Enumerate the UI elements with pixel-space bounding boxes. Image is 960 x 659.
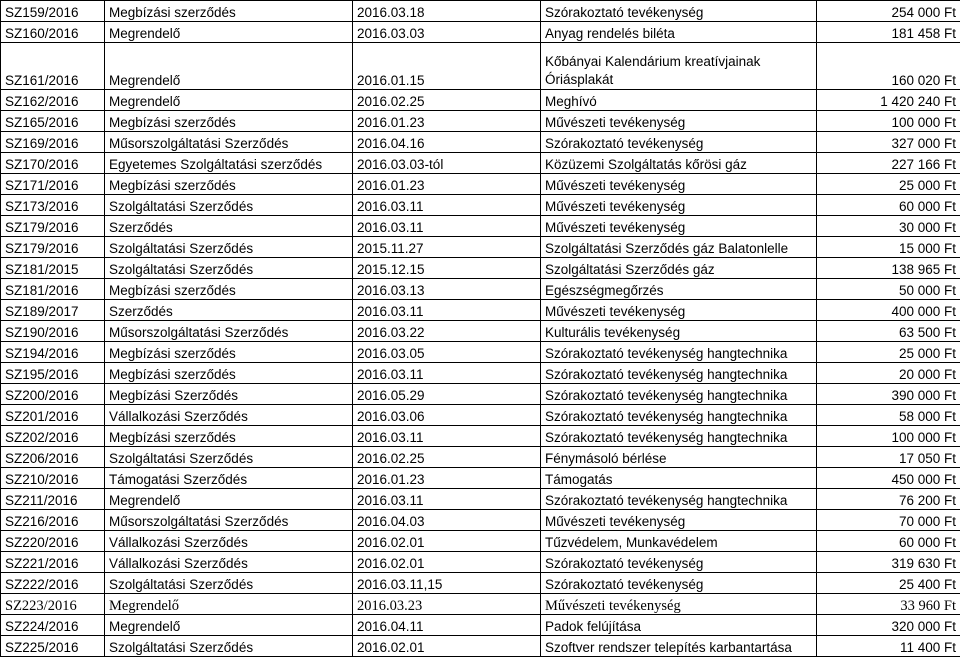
table-row (1, 300, 960, 321)
contract-date-cell: 2016.02.01 (353, 531, 541, 552)
contract-id-cell: SZ224/2016 (1, 615, 105, 636)
contract-date-cell: 2016.03.11 (353, 216, 541, 237)
amount-cell: 58 000 Ft (817, 405, 960, 426)
contract-type-cell: Megrendelő (105, 43, 353, 90)
contract-type-cell: Megbízási szerződés (105, 1, 353, 22)
table-row (1, 531, 960, 552)
contract-date-cell: 2016.04.16 (353, 132, 541, 153)
contract-type-cell: Szerződés (105, 216, 353, 237)
contract-type-cell: Műsorszolgáltatási Szerződés (105, 510, 353, 531)
amount-cell: 15 000 Ft (817, 237, 960, 258)
contract-type-cell: Szolgáltatási Szerződés (105, 573, 353, 594)
contract-type-cell: Megbízási szerződés (105, 426, 353, 447)
contract-date-cell: 2016.03.18 (353, 1, 541, 22)
table-row (1, 615, 960, 636)
service-description-cell: Anyag rendelés biléta (541, 22, 817, 43)
table-row (1, 321, 960, 342)
service-description-cell: Szórakoztató tevékenység (541, 1, 817, 22)
contract-id-cell: SZ221/2016 (1, 552, 105, 573)
service-description-cell: Szolgáltatási Szerződés gáz (541, 258, 817, 279)
amount-cell: 327 000 Ft (817, 132, 960, 153)
contract-date-cell: 2016.05.29 (353, 384, 541, 405)
amount-cell: 138 965 Ft (817, 258, 960, 279)
contract-id-cell: SZ171/2016 (1, 174, 105, 195)
contract-date-cell: 2016.02.25 (353, 90, 541, 111)
contract-type-cell: Megbízási szerződés (105, 342, 353, 363)
amount-cell: 1 420 240 Ft (817, 90, 960, 111)
contract-type-cell: Szolgáltatási Szerződés (105, 636, 353, 657)
table-row (1, 489, 960, 510)
amount-cell: 390 000 Ft (817, 384, 960, 405)
table-row (1, 43, 960, 90)
service-description-cell: Szórakoztató tevékenység hangtechnika (541, 489, 817, 510)
service-description-cell: Szórakoztató tevékenység (541, 573, 817, 594)
table-row (1, 468, 960, 489)
amount-cell: 63 500 Ft (817, 321, 960, 342)
service-description-cell: Szórakoztató tevékenység (541, 132, 817, 153)
contract-id-cell: SZ194/2016 (1, 342, 105, 363)
amount-cell: 319 630 Ft (817, 552, 960, 573)
table-row (1, 22, 960, 43)
contract-date-cell: 2016.01.23 (353, 174, 541, 195)
contract-date-cell: 2016.03.13 (353, 279, 541, 300)
contract-type-cell: Egyetemes Szolgáltatási szerződés (105, 153, 353, 174)
table-row (1, 510, 960, 531)
amount-cell: 227 166 Ft (817, 153, 960, 174)
contract-date-cell: 2016.03.03-tól (353, 153, 541, 174)
table-row (1, 279, 960, 300)
contract-date-cell: 2016.03.03 (353, 22, 541, 43)
contract-type-cell: Szolgáltatási Szerződés (105, 447, 353, 468)
service-description-cell: Művészeti tevékenység (541, 174, 817, 195)
contract-type-cell: Megbízási szerződés (105, 363, 353, 384)
amount-cell: 70 000 Ft (817, 510, 960, 531)
contract-id-cell: SZ190/2016 (1, 321, 105, 342)
service-description-cell: Művészeti tevékenység (541, 111, 817, 132)
table-row (1, 1, 960, 22)
amount-cell: 254 000 Ft (817, 1, 960, 22)
service-description-cell: Művészeti tevékenység (541, 216, 817, 237)
service-description-cell: Szórakoztató tevékenység hangtechnika (541, 363, 817, 384)
contract-id-cell: SZ162/2016 (1, 90, 105, 111)
service-description-cell: Művészeti tevékenység (541, 594, 817, 615)
amount-cell: 25 400 Ft (817, 573, 960, 594)
contracts-table-body (1, 1, 960, 657)
table-row (1, 90, 960, 111)
service-description-cell: Egészségmegőrzés (541, 279, 817, 300)
contract-date-cell: 2016.02.01 (353, 552, 541, 573)
amount-cell: 60 000 Ft (817, 195, 960, 216)
contract-id-cell: SZ165/2016 (1, 111, 105, 132)
contract-type-cell: Műsorszolgáltatási Szerződés (105, 321, 353, 342)
contract-id-cell: SZ202/2016 (1, 426, 105, 447)
contract-id-cell: SZ159/2016 (1, 1, 105, 22)
contract-id-cell: SZ201/2016 (1, 405, 105, 426)
contract-date-cell: 2016.03.05 (353, 342, 541, 363)
service-description-cell: Művészeti tevékenység (541, 510, 817, 531)
contract-date-cell: 2016.04.11 (353, 615, 541, 636)
contract-id-cell: SZ189/2017 (1, 300, 105, 321)
amount-cell: 160 020 Ft (817, 43, 960, 90)
service-description-cell: Szórakoztató tevékenység hangtechnika (541, 342, 817, 363)
table-row (1, 573, 960, 594)
contract-id-cell: SZ181/2015 (1, 258, 105, 279)
contract-id-cell: SZ210/2016 (1, 468, 105, 489)
contract-date-cell: 2016.02.25 (353, 447, 541, 468)
contract-id-cell: SZ161/2016 (1, 43, 105, 90)
contract-date-cell: 2016.03.23 (353, 594, 541, 615)
table-row (1, 111, 960, 132)
amount-cell: 60 000 Ft (817, 531, 960, 552)
contract-type-cell: Szolgáltatási Szerződés (105, 258, 353, 279)
table-row (1, 426, 960, 447)
amount-cell: 50 000 Ft (817, 279, 960, 300)
amount-cell: 25 000 Ft (817, 342, 960, 363)
service-description-cell: Támogatás (541, 468, 817, 489)
contract-type-cell: Megbízási Szerződés (105, 384, 353, 405)
service-description-cell: Tűzvédelem, Munkavédelem (541, 531, 817, 552)
table-row (1, 636, 960, 657)
contract-id-cell: SZ170/2016 (1, 153, 105, 174)
contract-type-cell: Műsorszolgáltatási Szerződés (105, 132, 353, 153)
contract-type-cell: Megrendelő (105, 615, 353, 636)
contract-type-cell: Szerződés (105, 300, 353, 321)
contract-date-cell: 2016.03.11,15 (353, 573, 541, 594)
amount-cell: 100 000 Ft (817, 426, 960, 447)
table-row (1, 237, 960, 258)
table-row (1, 174, 960, 195)
contract-type-cell: Vállalkozási Szerződés (105, 531, 353, 552)
contract-date-cell: 2015.12.15 (353, 258, 541, 279)
amount-cell: 320 000 Ft (817, 615, 960, 636)
table-row (1, 153, 960, 174)
table-row (1, 363, 960, 384)
table-row (1, 258, 960, 279)
amount-cell: 450 000 Ft (817, 468, 960, 489)
contract-id-cell: SZ160/2016 (1, 22, 105, 43)
contract-id-cell: SZ225/2016 (1, 636, 105, 657)
contract-date-cell: 2016.02.01 (353, 636, 541, 657)
table-row (1, 216, 960, 237)
contract-date-cell: 2016.01.15 (353, 43, 541, 90)
table-row (1, 195, 960, 216)
service-description-cell: Művészeti tevékenység (541, 300, 817, 321)
service-description-cell: Meghívó (541, 90, 817, 111)
contract-id-cell: SZ223/2016 (1, 594, 105, 615)
contract-date-cell: 2016.03.06 (353, 405, 541, 426)
amount-cell: 25 000 Ft (817, 174, 960, 195)
amount-cell: 400 000 Ft (817, 300, 960, 321)
table-row (1, 405, 960, 426)
service-description-cell: Közüzemi Szolgáltatás kőrösi gáz (541, 153, 817, 174)
contract-id-cell: SZ179/2016 (1, 237, 105, 258)
service-description-cell: Szórakoztató tevékenység hangtechnika (541, 384, 817, 405)
service-description-cell: Szoftver rendszer telepítés karbantartása (541, 636, 817, 657)
service-description-cell: Szórakoztató tevékenység hangtechnika (541, 426, 817, 447)
service-description-cell: Művészeti tevékenység (541, 195, 817, 216)
contract-type-cell: Megbízási szerződés (105, 111, 353, 132)
contract-type-cell: Megbízási szerződés (105, 174, 353, 195)
table-row (1, 552, 960, 573)
amount-cell: 76 200 Ft (817, 489, 960, 510)
table-row (1, 384, 960, 405)
amount-cell: 33 960 Ft (817, 594, 960, 615)
service-description-cell: Szórakoztató tevékenység (541, 552, 817, 573)
contract-type-cell: Megrendelő (105, 22, 353, 43)
contract-type-cell: Megrendelő (105, 90, 353, 111)
contract-type-cell: Vállalkozási Szerződés (105, 405, 353, 426)
contract-id-cell: SZ220/2016 (1, 531, 105, 552)
contract-id-cell: SZ195/2016 (1, 363, 105, 384)
contract-id-cell: SZ169/2016 (1, 132, 105, 153)
amount-cell: 11 400 Ft (817, 636, 960, 657)
contract-id-cell: SZ173/2016 (1, 195, 105, 216)
contract-date-cell: 2015.11.27 (353, 237, 541, 258)
contract-type-cell: Vállalkozási Szerződés (105, 552, 353, 573)
contract-id-cell: SZ216/2016 (1, 510, 105, 531)
contract-date-cell: 2016.03.11 (353, 489, 541, 510)
contract-type-cell: Megrendelő (105, 489, 353, 510)
table-row (1, 447, 960, 468)
contract-date-cell: 2016.03.11 (353, 300, 541, 321)
amount-cell: 20 000 Ft (817, 363, 960, 384)
contract-date-cell: 2016.01.23 (353, 111, 541, 132)
contract-id-cell: SZ211/2016 (1, 489, 105, 510)
table-row (1, 132, 960, 153)
service-description-cell: Padok felújítása (541, 615, 817, 636)
contract-id-cell: SZ200/2016 (1, 384, 105, 405)
contract-id-cell: SZ222/2016 (1, 573, 105, 594)
contract-date-cell: 2016.03.11 (353, 363, 541, 384)
contract-type-cell: Megbízási szerződés (105, 279, 353, 300)
contract-date-cell: 2016.04.03 (353, 510, 541, 531)
contract-date-cell: 2016.03.11 (353, 426, 541, 447)
contract-date-cell: 2016.03.11 (353, 195, 541, 216)
contract-id-cell: SZ181/2016 (1, 279, 105, 300)
amount-cell: 17 050 Ft (817, 447, 960, 468)
contract-id-cell: SZ179/2016 (1, 216, 105, 237)
service-description-cell: Szórakoztató tevékenység hangtechnika (541, 405, 817, 426)
contract-id-cell: SZ206/2016 (1, 447, 105, 468)
contract-date-cell: 2016.03.22 (353, 321, 541, 342)
table-row (1, 342, 960, 363)
contract-type-cell: Szolgáltatási Szerződés (105, 237, 353, 258)
service-description-cell: Szolgáltatási Szerződés gáz Balatonlelle (541, 237, 817, 258)
amount-cell: 181 458 Ft (817, 22, 960, 43)
service-description-cell: Kőbányai Kalendárium kreatívjainak Óriásplakát (541, 43, 817, 90)
amount-cell: 30 000 Ft (817, 216, 960, 237)
table-row (1, 594, 960, 615)
contract-type-cell: Szolgáltatási Szerződés (105, 195, 353, 216)
contract-type-cell: Megrendelő (105, 594, 353, 615)
contract-type-cell: Támogatási Szerződés (105, 468, 353, 489)
contract-date-cell: 2016.01.23 (353, 468, 541, 489)
amount-cell: 100 000 Ft (817, 111, 960, 132)
service-description-cell: Fénymásoló bérlése (541, 447, 817, 468)
service-description-cell: Kulturális tevékenység (541, 321, 817, 342)
